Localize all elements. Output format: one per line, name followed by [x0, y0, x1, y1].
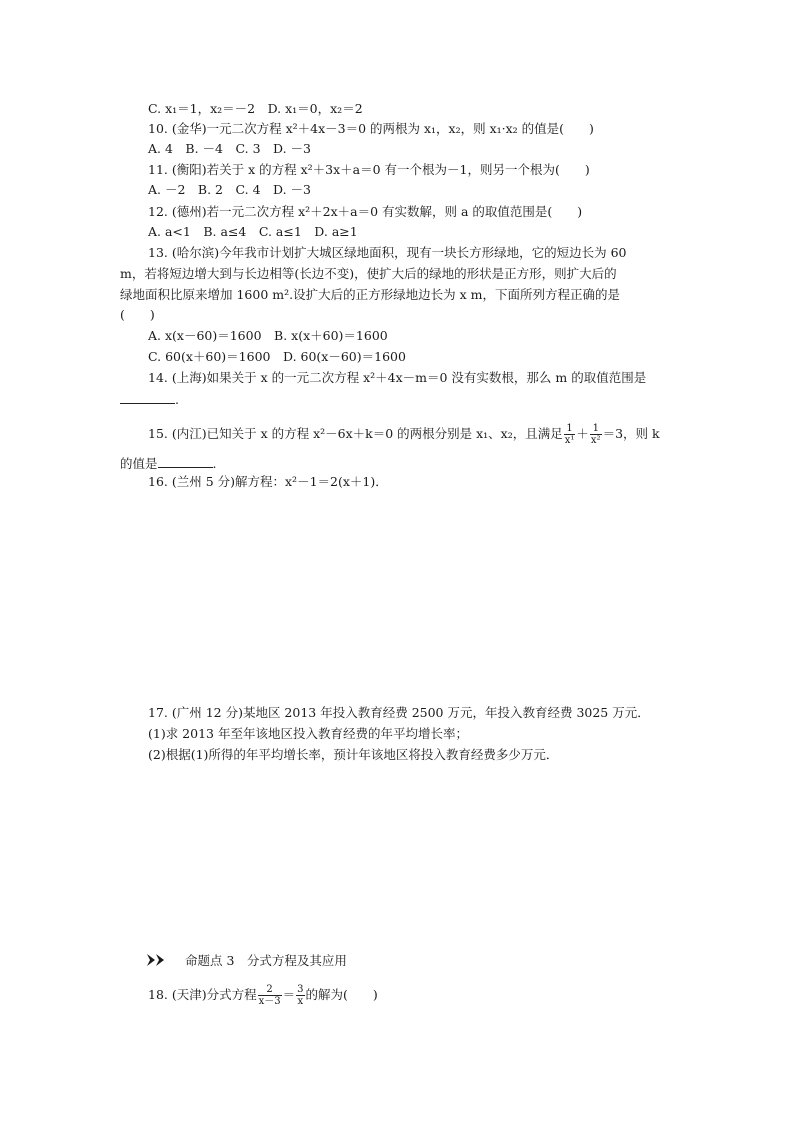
question-13-options-cd: C. 60(x＋60)＝1600 D. 60(x－60)＝1600: [148, 349, 406, 364]
question-18: [148, 984, 378, 1007]
question-15-plus: ＋: [576, 426, 589, 441]
question-13-line-2: m，若将短边增大到与长边相等(长边不变)，使扩大后的绿地的形状是正方形，则扩大后的: [120, 266, 617, 281]
fraction-3-over-x: [296, 984, 304, 1007]
question-10: 10. (金华)一元二次方程 x²＋4x－3＝0 的两根为 x₁，x₂，则 x₁·x₂ 的值是( ): [148, 121, 594, 136]
fraction-numerator: 1: [564, 423, 576, 435]
question-16: 16. (兰州 5 分)解方程：x²－1＝2(x＋1)．: [148, 474, 388, 489]
section-heading: 命题点 3 分式方程及其应用: [185, 953, 347, 968]
question-11-options: A. －2 B. 2 C. 4 D. －3: [148, 182, 312, 197]
question-18-equals: ＝: [282, 987, 296, 1002]
fraction-2-over-x-minus-3: [258, 984, 282, 1007]
question-15-text-a: 15. (内江)已知关于 x 的方程 x²－6x＋k＝0 的两根分别是 x₁、x₂，且满足: [148, 426, 563, 441]
question-18-text-a: 18. (天津)分式方程: [148, 987, 257, 1002]
question-17-part-2: (2)根据(1)所得的年平均增长率，预计年该地区将投入教育经费多少万元．: [148, 747, 559, 762]
double-arrow-icon: [147, 953, 173, 967]
question-12-options: A. a<1 B. a≤4 C. a≤1 D. a≥1: [148, 224, 358, 239]
question-13-line-1: 13. (哈尔滨)今年我市计划扩大城区绿地面积，现有一块长方形绿地，它的短边长为 60: [148, 245, 627, 260]
fraction-1-over-x1: [564, 423, 576, 446]
question-13-line-4: ( ): [120, 307, 155, 322]
question-12: 12. (德州)若一元二次方程 x²＋2x＋a＝0 有实数解，则 a 的取值范围是( ): [148, 204, 583, 219]
question-14: 14. (上海)如果关于 x 的一元二次方程 x²＋4x－m＝0 没有实数根，那么 m 的取值范围是: [148, 370, 647, 385]
fraction-1-over-x2: [590, 423, 602, 446]
fraction-denominator: x: [297, 996, 304, 1007]
question-15-value-label: 的值是: [120, 456, 158, 471]
fraction-numerator: 3: [297, 984, 304, 995]
question-18-text-c: 的解为( ): [305, 987, 378, 1002]
question-17-part-1: (1)求 2013 年至年该地区投入教育经费的年平均增长率；: [148, 726, 468, 741]
question-10-options: A. 4 B. －4 C. 3 D. －3: [148, 141, 312, 156]
question-14-answer-blank: .: [120, 391, 179, 408]
question-13-line-3: 绿地面积比原来增加 1600 m².设扩大后的正方形绿地边长为 x m，下面所列方程正确的是: [120, 287, 620, 302]
question-11: 11. (衡阳)若关于 x 的方程 x²＋3x＋a＝0 有一个根为－1，则另一个根为( ): [148, 162, 590, 177]
fraction-numerator: 1: [590, 423, 602, 435]
question-13-options-ab: A. x(x－60)＝1600 B. x(x＋60)＝1600: [148, 328, 388, 343]
fraction-numerator: 2: [258, 984, 282, 996]
question-15-line-2: 的值是 .: [120, 456, 217, 471]
question-15-text-c: ＝3，则 k: [602, 426, 660, 441]
fraction-denominator: x¹: [564, 435, 575, 446]
question-9-options-cd: C. x₁＝1，x₂＝－2 D. x₁＝0，x₂＝2: [148, 101, 363, 116]
fraction-denominator: x－3: [258, 996, 281, 1007]
question-17: 17. (广州 12 分)某地区 2013 年投入教育经费 2500 万元，年投入教育经费 3025 万元．: [148, 705, 650, 720]
question-15-line-1: [148, 423, 660, 446]
fraction-denominator: x²: [590, 435, 601, 446]
